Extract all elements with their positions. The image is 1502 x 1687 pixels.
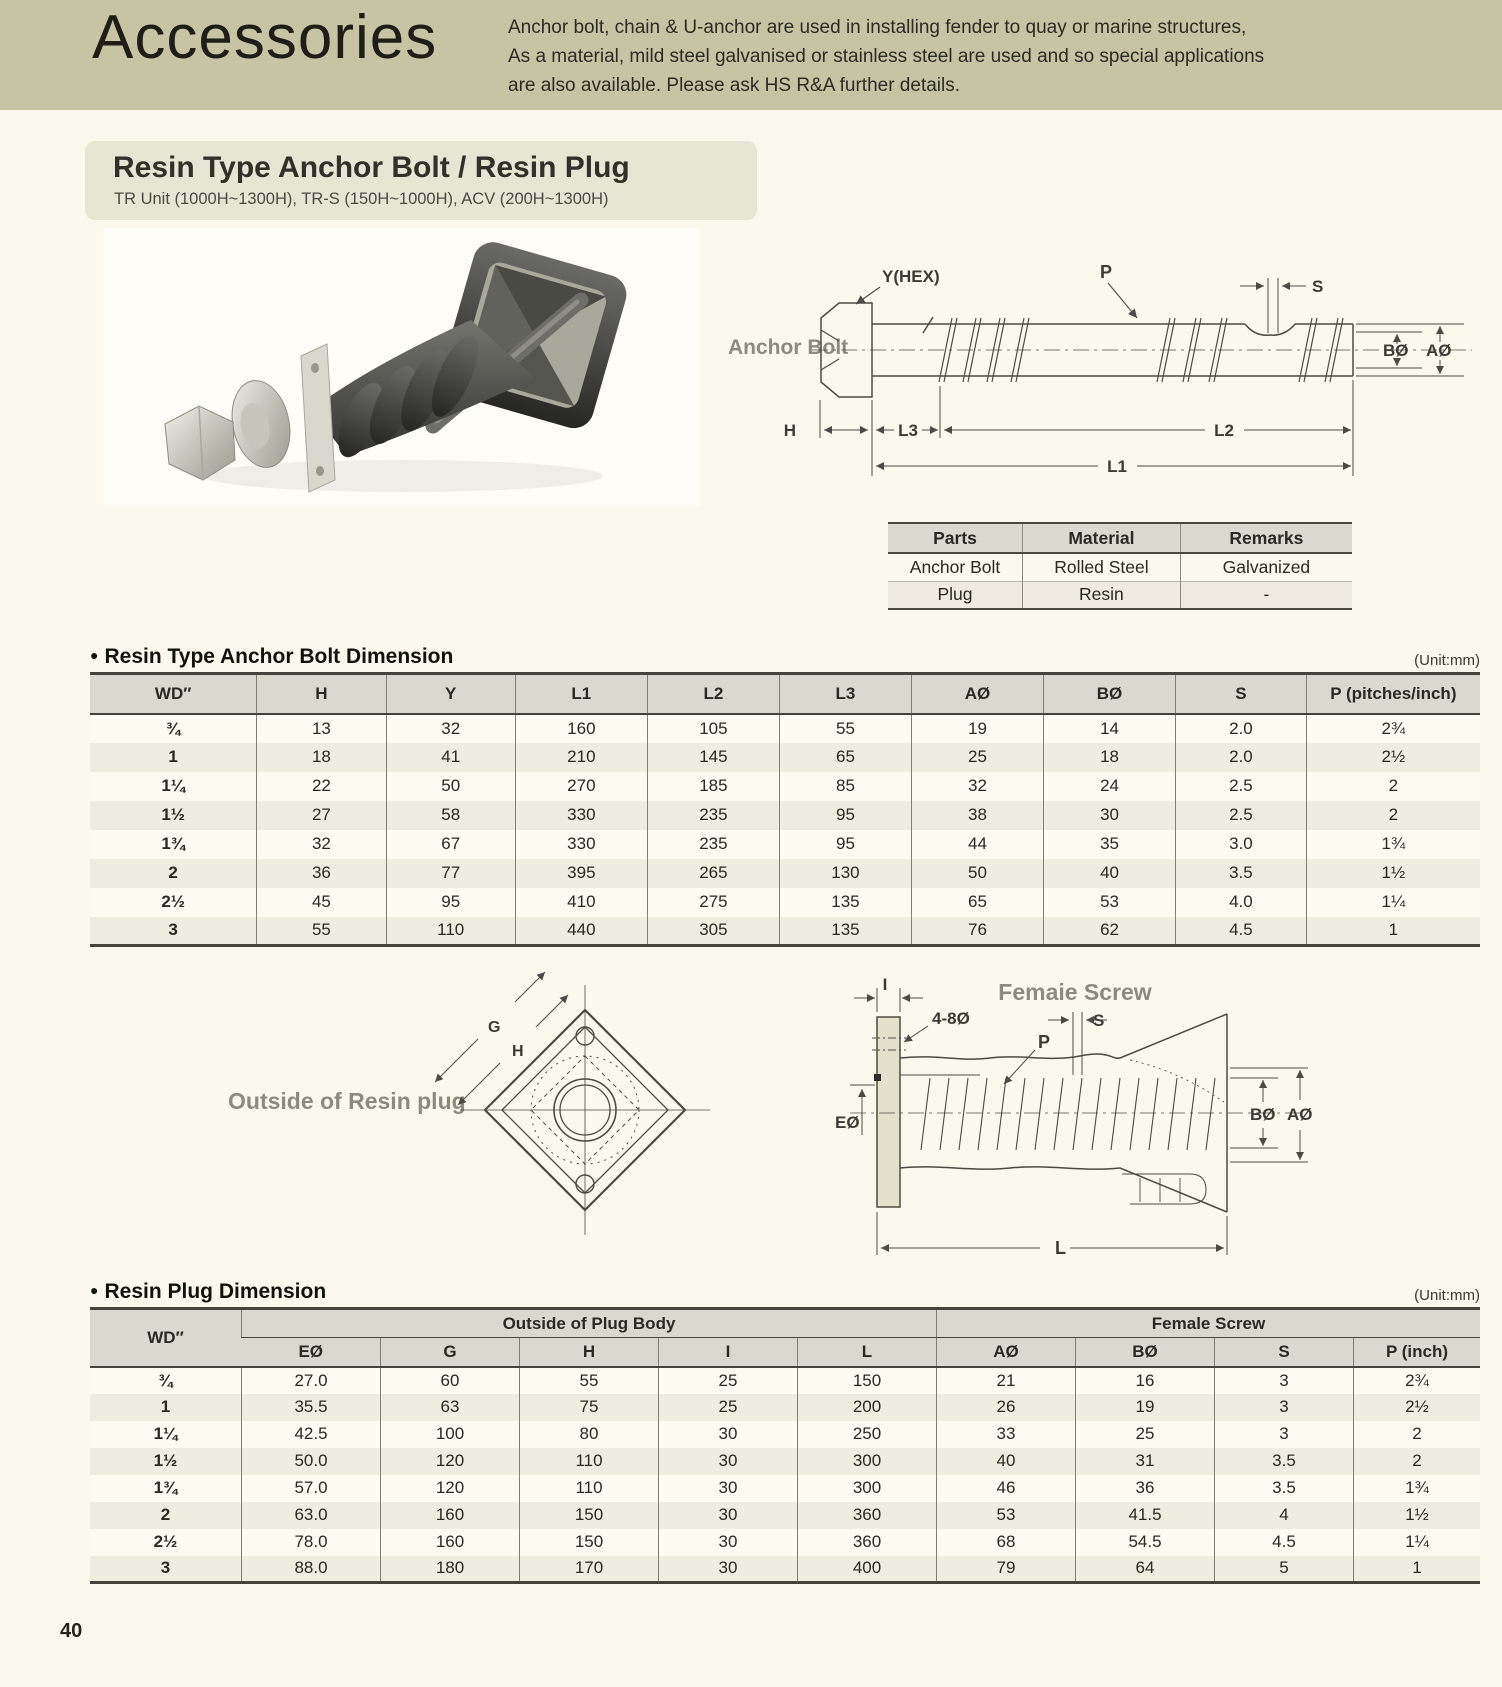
dim-label-p: P (1038, 1032, 1051, 1052)
banner-description (508, 13, 1408, 100)
table-cell: 270 (515, 772, 647, 801)
dim-label-h: H (512, 1043, 524, 1060)
column-header: G (381, 1338, 520, 1367)
anchor-bolt-dimension-table (90, 672, 1480, 947)
table-cell: 440 (515, 917, 647, 946)
table-cell: 180 (381, 1556, 520, 1583)
table-cell: 160 (381, 1529, 520, 1556)
resin-plug-dimension-table (90, 1307, 1480, 1584)
section-heading-title: ● Resin Type Anchor Bolt Dimension (90, 645, 454, 668)
table-cell: 2½ (153, 1532, 178, 1551)
table-row (90, 743, 1480, 772)
section-heading-title: ● Resin Plug Dimension (90, 1280, 327, 1303)
table-cell: 110 (520, 1475, 659, 1502)
dim-label-holes: 4-8Ø (932, 1009, 970, 1028)
table-cell: 26 (937, 1394, 1076, 1421)
table-cell: 2.5 (1176, 801, 1307, 830)
table-cell: 2.0 (1176, 743, 1307, 772)
table-cell: 120 (381, 1448, 520, 1475)
table-cell: 2 (1354, 1448, 1481, 1475)
table-cell: 3.0 (1176, 830, 1307, 859)
table-cell: 210 (515, 743, 647, 772)
column-header: Remarks (1180, 523, 1352, 553)
column-header: P (inch) (1354, 1338, 1481, 1367)
table-cell: 50.0 (242, 1448, 381, 1475)
table-cell: 3.5 (1215, 1475, 1354, 1502)
table-cell: 46 (937, 1475, 1076, 1502)
table-cell: 95 (779, 830, 911, 859)
table-cell: 4.5 (1176, 917, 1307, 946)
table-cell: 1½ (153, 1451, 178, 1470)
page-title: Accessories (92, 3, 438, 72)
table-cell: 30 (659, 1529, 798, 1556)
table-cell: 30 (659, 1448, 798, 1475)
column-header: S (1176, 674, 1307, 714)
table-cell: 100 (381, 1421, 520, 1448)
dim-label-s: S (1312, 277, 1324, 296)
table-cell: 16 (1076, 1367, 1215, 1394)
table-row (888, 581, 1352, 609)
table-cell: 75 (520, 1394, 659, 1421)
table-row (90, 917, 1480, 946)
table-cell: 24 (1044, 772, 1176, 801)
table-cell: 135 (779, 888, 911, 917)
table-cell: 395 (515, 859, 647, 888)
table-cell: 1¾ (1306, 830, 1480, 859)
table-cell: 200 (798, 1394, 937, 1421)
table-cell: 2½ (1354, 1394, 1481, 1421)
dim-label-i: I (882, 975, 888, 994)
table-cell: 1 (1306, 917, 1480, 946)
table-cell: 1¼ (161, 776, 185, 795)
table-cell: 79 (937, 1556, 1076, 1583)
table-row (90, 801, 1480, 830)
table-cell: 55 (779, 714, 911, 743)
table-cell: 77 (386, 859, 515, 888)
table-row (90, 1529, 1480, 1556)
column-header: WD″ (90, 674, 257, 714)
column-header: AØ (937, 1338, 1076, 1367)
group-header: Female Screw (937, 1309, 1481, 1338)
outside-resin-plug-label: Outside of Resin plug (228, 1088, 466, 1114)
table-cell: 1½ (161, 805, 185, 824)
table-cell: 160 (381, 1502, 520, 1529)
table-cell: 45 (257, 888, 386, 917)
column-header: H (257, 674, 386, 714)
table-cell: 57.0 (242, 1475, 381, 1502)
table-cell: 1¼ (1354, 1529, 1481, 1556)
table-cell: 18 (1044, 743, 1176, 772)
table-cell: 41 (386, 743, 515, 772)
table-cell: 25 (659, 1367, 798, 1394)
table-cell: 25 (659, 1394, 798, 1421)
dim-label-a-dia: AØ (1287, 1105, 1313, 1124)
table-cell: 3.5 (1215, 1448, 1354, 1475)
anchor-bolt-drawing (700, 238, 1500, 490)
dim-label-l2: L2 (1214, 421, 1234, 440)
section-title: Resin Type Anchor Bolt / Resin Plug (113, 151, 630, 184)
table-cell: 65 (779, 743, 911, 772)
table-cell: 1 (168, 747, 178, 766)
table-cell: 95 (386, 888, 515, 917)
table-cell: 1¾ (153, 1478, 178, 1497)
table-cell: 110 (520, 1448, 659, 1475)
table-cell: 1¾ (1354, 1475, 1481, 1502)
table-row (90, 888, 1480, 917)
table-cell: 33 (937, 1421, 1076, 1448)
table-cell: 5 (1215, 1556, 1354, 1583)
table-cell: 68 (937, 1529, 1076, 1556)
page-number: 40 (60, 1620, 83, 1642)
column-header: BØ (1044, 674, 1176, 714)
table-cell: 1½ (1306, 859, 1480, 888)
table-cell: ¾ (158, 1370, 173, 1390)
page-banner (0, 0, 1502, 110)
table-cell: 54.5 (1076, 1529, 1215, 1556)
table-cell: 4.0 (1176, 888, 1307, 917)
table-cell: 130 (779, 859, 911, 888)
anchor-bolt-label: Anchor Bolt (728, 336, 849, 359)
table-cell: 95 (779, 801, 911, 830)
table-cell: 38 (911, 801, 1043, 830)
dim-label-g: G (488, 1019, 501, 1036)
table-cell: 265 (647, 859, 779, 888)
table-cell: 235 (647, 801, 779, 830)
plug-dimension-section-heading (90, 1280, 1480, 1304)
table-cell: 55 (520, 1367, 659, 1394)
table-cell: 76 (911, 917, 1043, 946)
resin-plug-front-drawing (420, 940, 760, 1270)
column-header: I (659, 1338, 798, 1367)
table-cell: Resin (1023, 581, 1181, 609)
table-row (90, 830, 1480, 859)
banner-description-line: Anchor bolt, chain & U-anchor are used in installing fender to quay or marine structures, (508, 17, 1247, 38)
table-cell: 145 (647, 743, 779, 772)
table-cell: 78.0 (242, 1529, 381, 1556)
table-cell: 305 (647, 917, 779, 946)
table-cell: 3 (1215, 1421, 1354, 1448)
table-cell: 275 (647, 888, 779, 917)
column-header: L2 (647, 674, 779, 714)
table-cell: 30 (659, 1502, 798, 1529)
table-cell: 2 (1306, 772, 1480, 801)
table-cell: 32 (386, 714, 515, 743)
table-cell: 27 (257, 801, 386, 830)
table-cell: 30 (659, 1475, 798, 1502)
column-header: EØ (242, 1338, 381, 1367)
anchor-bolt-photo (103, 228, 701, 506)
dim-label-l1: L1 (1107, 457, 1127, 476)
female-screw-label: Femaie Screw (998, 979, 1152, 1005)
table-cell: 3 (168, 920, 178, 940)
table-cell: 2½ (1306, 743, 1480, 772)
table-cell: 3 (160, 1558, 171, 1578)
table-cell: 21 (937, 1367, 1076, 1394)
table-cell: 44 (911, 830, 1043, 859)
table-cell: 250 (798, 1421, 937, 1448)
table-cell: 35 (1044, 830, 1176, 859)
table-cell: 2.0 (1176, 714, 1307, 743)
table-cell: 235 (647, 830, 779, 859)
table-header-row (90, 1338, 1480, 1367)
table-cell: 300 (798, 1475, 937, 1502)
table-cell: 36 (1076, 1475, 1215, 1502)
table-cell: Anchor Bolt (888, 553, 1023, 581)
table-cell: 150 (520, 1502, 659, 1529)
table-cell: Plug (888, 581, 1023, 609)
table-cell: 2¾ (1354, 1367, 1481, 1394)
section-title-box (85, 141, 757, 220)
table-row (90, 1394, 1480, 1421)
table-cell: 4 (1215, 1502, 1354, 1529)
table-cell: 150 (520, 1529, 659, 1556)
section-subtitle: TR Unit (1000H~1300H), TR-S (150H~1000H), ACV (200H~1300H) (114, 190, 609, 208)
dim-label-p: P (1100, 262, 1113, 282)
table-cell: 58 (386, 801, 515, 830)
table-cell: 3 (1215, 1394, 1354, 1421)
table-cell: ¾ (166, 718, 181, 738)
product-photo (103, 228, 701, 506)
unit-label: (Unit:mm) (1414, 1287, 1480, 1304)
table-cell: 330 (515, 830, 647, 859)
table-cell: 63.0 (242, 1502, 381, 1529)
bolt-dimension-section-heading (90, 645, 1480, 669)
table-cell: 53 (1044, 888, 1176, 917)
table-cell: 30 (659, 1421, 798, 1448)
table-row (90, 1367, 1480, 1394)
table-cell: 22 (257, 772, 386, 801)
table-cell: 42.5 (242, 1421, 381, 1448)
column-header: Y (386, 674, 515, 714)
table-cell: 31 (1076, 1448, 1215, 1475)
bullet-icon: ● (90, 1282, 99, 1298)
table-cell: 160 (515, 714, 647, 743)
table-cell: 120 (381, 1475, 520, 1502)
table-cell: 1 (1354, 1556, 1481, 1583)
table-cell: 110 (386, 917, 515, 946)
table-cell: 1¼ (1306, 888, 1480, 917)
table-cell: 18 (257, 743, 386, 772)
table-cell: 400 (798, 1556, 937, 1583)
column-header: Parts (888, 523, 1023, 553)
table-row (90, 1448, 1480, 1475)
table-cell: 1 (160, 1397, 171, 1416)
table-cell: 150 (798, 1367, 937, 1394)
table-cell: 55 (257, 917, 386, 946)
table-cell: 80 (520, 1421, 659, 1448)
table-cell: 27.0 (242, 1367, 381, 1394)
table-cell: 41.5 (1076, 1502, 1215, 1529)
table-cell: 25 (911, 743, 1043, 772)
table-cell: 2¾ (1306, 714, 1480, 743)
table-cell: 1¾ (161, 834, 185, 853)
table-cell: 64 (1076, 1556, 1215, 1583)
table-row (90, 1421, 1480, 1448)
table-cell: 360 (798, 1502, 937, 1529)
table-cell: 30 (659, 1556, 798, 1583)
table-cell: 3.5 (1176, 859, 1307, 888)
parts-material-table (888, 522, 1352, 610)
table-cell: 2 (160, 1505, 171, 1524)
table-cell: - (1180, 581, 1352, 609)
table-cell: 65 (911, 888, 1043, 917)
table-cell: 60 (381, 1367, 520, 1394)
table-cell: 105 (647, 714, 779, 743)
group-header: Outside of Plug Body (242, 1309, 937, 1338)
table-cell: 360 (798, 1529, 937, 1556)
column-header: P (pitches/inch) (1306, 674, 1480, 714)
table-cell: 25 (1076, 1421, 1215, 1448)
unit-label: (Unit:mm) (1414, 652, 1480, 669)
banner-description-line: As a material, mild steel galvanised or stainless steel are used and so special applications (508, 46, 1265, 67)
table-header-row (90, 674, 1480, 714)
dim-label-a-dia: AØ (1426, 341, 1452, 360)
column-header: S (1215, 1338, 1354, 1367)
table-group-header-row (90, 1309, 1480, 1338)
table-cell: Rolled Steel (1023, 553, 1181, 581)
table-cell: 53 (937, 1502, 1076, 1529)
table-cell: 3 (1215, 1367, 1354, 1394)
table-row (90, 772, 1480, 801)
table-cell: 50 (911, 859, 1043, 888)
dim-label-b-dia: BØ (1383, 341, 1409, 360)
table-row (90, 1475, 1480, 1502)
table-cell: 30 (1044, 801, 1176, 830)
table-cell: 36 (257, 859, 386, 888)
table-cell: 62 (1044, 917, 1176, 946)
table-cell: 4.5 (1215, 1529, 1354, 1556)
table-cell: 2 (168, 863, 178, 882)
column-header: WD″ (90, 1309, 242, 1367)
table-cell: 1½ (1354, 1502, 1481, 1529)
table-cell: 35.5 (242, 1394, 381, 1421)
table-cell: 40 (1044, 859, 1176, 888)
table-cell: 13 (257, 714, 386, 743)
table-cell: 170 (520, 1556, 659, 1583)
column-header: AØ (911, 674, 1043, 714)
table-row (90, 859, 1480, 888)
bullet-icon: ● (90, 647, 99, 663)
dim-label-e-dia: EØ (835, 1113, 860, 1132)
column-header: L1 (515, 674, 647, 714)
table-cell: Galvanized (1180, 553, 1352, 581)
column-header: L (798, 1338, 937, 1367)
dim-label-b-dia: BØ (1250, 1105, 1276, 1124)
table-cell: 185 (647, 772, 779, 801)
table-cell: 2½ (161, 892, 185, 911)
column-header: L3 (779, 674, 911, 714)
table-cell: 2 (1354, 1421, 1481, 1448)
table-cell: 32 (257, 830, 386, 859)
table-row (90, 1556, 1480, 1583)
table-row (888, 553, 1352, 581)
dim-label-s: S (1093, 1011, 1105, 1030)
table-cell: 63 (381, 1394, 520, 1421)
table-cell: 410 (515, 888, 647, 917)
dim-label-l: L (1055, 1238, 1066, 1258)
banner-description-line: are also available. Please ask HS R&A further details. (508, 75, 961, 96)
table-row (90, 1502, 1480, 1529)
table-cell: 85 (779, 772, 911, 801)
dim-label-h: H (783, 421, 796, 440)
table-header-row (888, 523, 1352, 553)
resin-plug-side-drawing (830, 950, 1330, 1280)
table-cell: 19 (911, 714, 1043, 743)
table-row (90, 714, 1480, 743)
table-cell: 300 (798, 1448, 937, 1475)
dim-label-yhex: Y(HEX) (882, 267, 940, 286)
table-cell: 14 (1044, 714, 1176, 743)
table-cell: 40 (937, 1448, 1076, 1475)
table-cell: 32 (911, 772, 1043, 801)
table-cell: 19 (1076, 1394, 1215, 1421)
column-header: Material (1023, 523, 1181, 553)
table-cell: 135 (779, 917, 911, 946)
column-header: BØ (1076, 1338, 1215, 1367)
table-cell: 1¼ (153, 1424, 178, 1443)
table-cell: 330 (515, 801, 647, 830)
table-cell: 88.0 (242, 1556, 381, 1583)
dim-label-l3: L3 (898, 421, 918, 440)
table-cell: 2 (1306, 801, 1480, 830)
table-cell: 50 (386, 772, 515, 801)
table-cell: 2.5 (1176, 772, 1307, 801)
column-header: H (520, 1338, 659, 1367)
table-cell: 67 (386, 830, 515, 859)
